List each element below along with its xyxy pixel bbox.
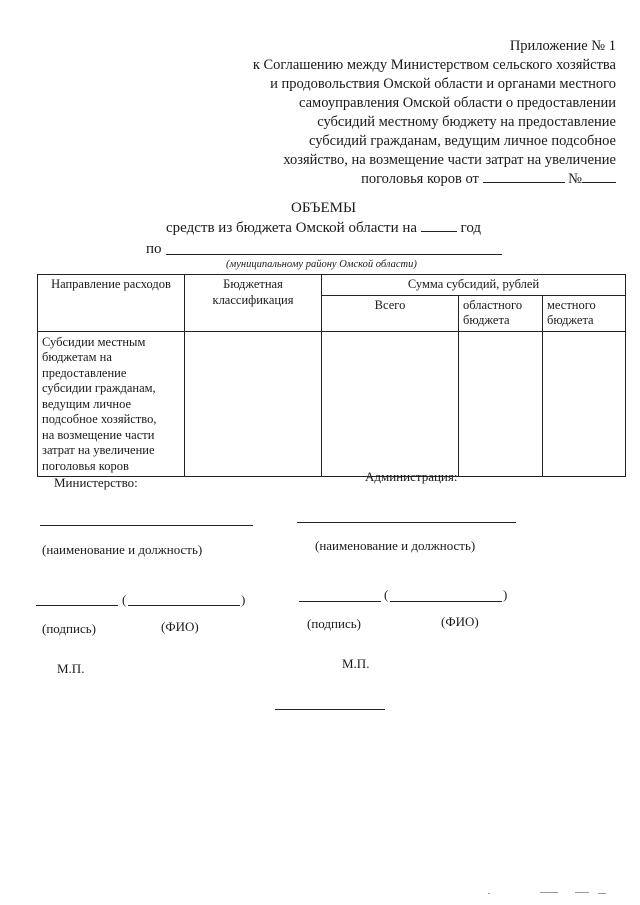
agreement-line-5: субсидий гражданам, ведущим личное подсобное: [308, 133, 616, 149]
subtitle-suffix: год: [460, 220, 482, 236]
col-header-total: Всего: [322, 295, 459, 331]
administration-signature-field[interactable]: [299, 601, 381, 602]
ministry-signature-field[interactable]: [36, 605, 118, 606]
date-field[interactable]: [483, 170, 565, 183]
administration-fio-close: ): [503, 587, 508, 602]
date-prefix: поголовья коров от: [361, 171, 479, 187]
number-sign: №: [568, 171, 582, 187]
administration-name-field[interactable]: [297, 522, 516, 523]
document-subtitle: [166, 219, 481, 237]
agreement-line-6: хозяйство, на возмещение части затрат на увеличение: [283, 152, 616, 168]
ministry-fio-hint: (ФИО): [161, 619, 199, 634]
row-line: Субсидии местным: [42, 334, 146, 349]
ministry-label: Министерство:: [54, 475, 138, 490]
row-line: поголовья коров: [42, 458, 129, 473]
row-line: на возмещение части: [42, 427, 155, 442]
row-line: подсобное хозяйство,: [42, 412, 157, 426]
scan-speck: [598, 893, 606, 894]
administration-signature-hint: (подпись): [307, 616, 361, 631]
scan-speck: [575, 892, 589, 893]
municipality-field[interactable]: [166, 254, 502, 255]
row-direction-cell: [38, 331, 185, 477]
administration-name-hint: (наименование и должность): [315, 538, 476, 553]
agreement-line-2: и продовольствия Омской области и органами местного: [270, 76, 616, 92]
document-heading: ОБЪЕМЫ: [291, 200, 357, 216]
col-header-budget-class: Бюджетная классификация: [185, 275, 322, 332]
ministry-name-hint: (наименование и должность): [42, 542, 203, 557]
row-line: затрат на увеличение: [42, 443, 155, 457]
cell-local[interactable]: [543, 331, 626, 477]
row-line: бюджетам на: [42, 350, 112, 364]
ministry-fio-close: ): [241, 592, 246, 607]
ministry-name-field[interactable]: [40, 525, 253, 526]
municipality-hint: (муниципальному району Омской области): [226, 259, 417, 270]
po-label: по: [146, 241, 162, 257]
subtitle-prefix: средств из бюджета Омской области на: [166, 220, 418, 236]
row-line: предоставление: [42, 365, 127, 380]
row-line: ведущим личное: [42, 396, 132, 411]
agreement-line-3: самоуправления Омской области о предоставлении: [299, 95, 616, 111]
ministry-fio-open: (: [122, 592, 127, 607]
col-header-direction: Направление расходов: [38, 275, 185, 332]
ministry-stamp: М.П.: [57, 661, 85, 676]
appendix-label: Приложение № 1: [509, 38, 616, 54]
agreement-line-1: к Соглашению между Министерством сельского хозяйства: [252, 57, 616, 73]
scan-speck: [488, 893, 490, 894]
scan-speck: [540, 892, 558, 893]
year-field[interactable]: [421, 219, 457, 232]
cell-regional[interactable]: [459, 331, 543, 477]
col-header-regional: областного бюджета: [459, 295, 543, 331]
administration-fio-hint: (ФИО): [441, 614, 479, 629]
administration-label: Администрация:: [365, 469, 458, 484]
number-field[interactable]: [582, 170, 616, 183]
cell-budget-class[interactable]: [185, 331, 322, 477]
col-header-local: местного бюджета: [543, 295, 626, 331]
row-line: субсидии гражданам,: [42, 381, 156, 395]
administration-fio-field[interactable]: [390, 601, 502, 602]
ministry-fio-field[interactable]: [128, 605, 240, 606]
administration-stamp: М.П.: [342, 656, 370, 671]
col-header-sum: Сумма субсидий, рублей: [322, 275, 626, 296]
volumes-table: [37, 274, 626, 477]
agreement-line-4: субсидий местному бюджету на предоставление: [317, 114, 616, 130]
footer-separator: [275, 709, 385, 710]
administration-fio-open: (: [384, 587, 389, 602]
ministry-signature-hint: (подпись): [42, 621, 96, 636]
cell-total[interactable]: [322, 331, 459, 477]
agreement-date-line: [361, 170, 616, 189]
